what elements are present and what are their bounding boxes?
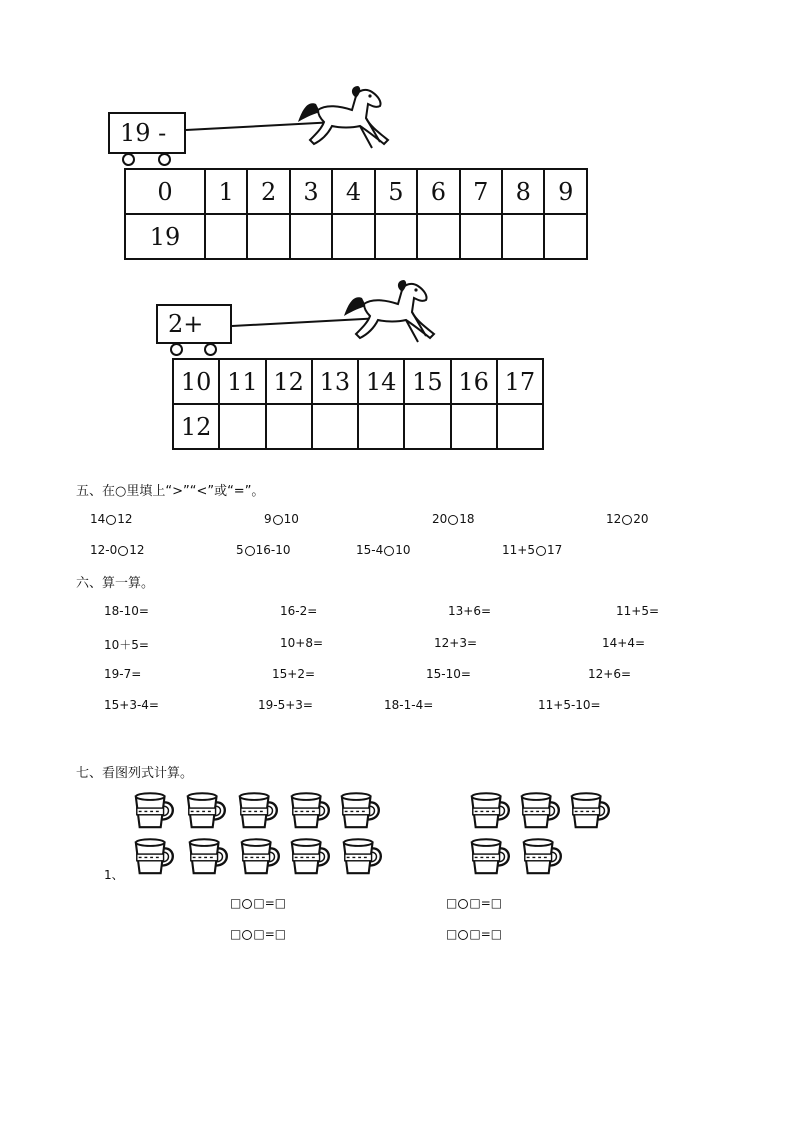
train2-answer-row <box>173 404 543 449</box>
train1-answer-cell[interactable] <box>375 214 417 259</box>
equation[interactable]: 15-10= <box>426 667 471 681</box>
train2-number-cell: 15 <box>404 359 450 404</box>
compare-circle[interactable] <box>273 515 283 525</box>
train1-number-cell: 3 <box>290 169 332 214</box>
equation[interactable]: 19-7= <box>104 667 142 681</box>
train2-number-cell: 17 <box>497 359 543 404</box>
train1-answer-cell[interactable] <box>417 214 459 259</box>
equation[interactable]: 15+2= <box>272 667 316 681</box>
train1-answer-cell[interactable] <box>205 214 247 259</box>
compare-circle[interactable] <box>536 546 546 556</box>
compare-item: 20 18 <box>432 512 475 526</box>
train2-cart <box>156 304 232 344</box>
train1-answer-cell[interactable] <box>247 214 289 259</box>
cup-icon <box>288 836 332 876</box>
equation[interactable]: 18-1-4= <box>384 698 434 712</box>
train1-answer-cell[interactable] <box>544 214 587 259</box>
equation[interactable]: 12+6= <box>588 667 632 681</box>
cup-icon <box>518 790 562 830</box>
cup-icon <box>288 790 332 830</box>
train2-answer-cell[interactable] <box>219 404 265 449</box>
cup-icon <box>236 790 280 830</box>
train1-wheel-right <box>158 153 171 166</box>
train2-number-cell: 12 <box>266 359 312 404</box>
equation-blank[interactable]: □ □=□ <box>446 896 503 910</box>
compare-item: 12 20 <box>606 512 649 526</box>
equation[interactable]: 12+3= <box>434 636 478 650</box>
train1-answer-cell[interactable] <box>290 214 332 259</box>
operator-circle[interactable] <box>458 930 468 940</box>
compare-circle[interactable] <box>106 515 116 525</box>
cup-icon <box>132 790 176 830</box>
train1-wheel-left <box>122 153 135 166</box>
equation-blank[interactable]: □ □=□ <box>230 896 287 910</box>
train1-answer-cell[interactable] <box>332 214 374 259</box>
train2-cart-label: 2+ <box>168 310 204 338</box>
cup-icon <box>238 836 282 876</box>
train1-number-cell: 4 <box>332 169 374 214</box>
train1-cart-label: 19 - <box>120 119 167 147</box>
train1-answer-row <box>125 214 587 259</box>
compare-item: 12-0 12 <box>90 543 145 557</box>
equation[interactable]: 10+8= <box>280 636 324 650</box>
train1-answer-cell[interactable] <box>502 214 544 259</box>
train2-answer-cell[interactable] <box>404 404 450 449</box>
section7-title: 七、看图列式计算。 <box>76 766 194 781</box>
cup-icon <box>338 790 382 830</box>
train2-number-cell: 14 <box>358 359 404 404</box>
train2-number-row <box>173 359 543 404</box>
cup-icon <box>132 836 176 876</box>
cup-icon <box>468 836 512 876</box>
train2-answer-cell[interactable]: 12 <box>173 404 219 449</box>
cup-icon <box>340 836 384 876</box>
equation[interactable]: 11+5-10= <box>538 698 601 712</box>
train1-number-cell: 0 <box>125 169 205 214</box>
equation[interactable]: 16-2= <box>280 604 318 618</box>
train1-number-cell: 7 <box>460 169 502 214</box>
cup-icon <box>520 836 564 876</box>
equation[interactable]: 18-10= <box>104 604 149 618</box>
operator-circle[interactable] <box>242 899 252 909</box>
train2-number-cell: 11 <box>219 359 265 404</box>
section5-title: 五、在○里填上“>”“<”或“=”。 <box>76 484 265 499</box>
equation[interactable]: 14+4= <box>602 636 646 650</box>
train2-number-cell: 13 <box>312 359 358 404</box>
compare-circle[interactable] <box>118 546 128 556</box>
cup-icon <box>468 790 512 830</box>
equation[interactable]: 19-5+3= <box>258 698 313 712</box>
train2-wheel-right <box>204 343 217 356</box>
train1-answer-cell[interactable]: 19 <box>125 214 205 259</box>
train2-answer-cell[interactable] <box>266 404 312 449</box>
train2-answer-cell[interactable] <box>497 404 543 449</box>
section6-title: 六、算一算。 <box>76 576 155 591</box>
train2-number-cell: 16 <box>451 359 497 404</box>
equation[interactable]: 13+6= <box>448 604 492 618</box>
train1-number-cell: 9 <box>544 169 587 214</box>
train1-number-cell: 8 <box>502 169 544 214</box>
item-label: 1、 <box>104 868 124 882</box>
train1-number-cell: 5 <box>375 169 417 214</box>
compare-circle[interactable] <box>245 546 255 556</box>
compare-circle[interactable] <box>448 515 458 525</box>
compare-item: 9 10 <box>264 512 299 526</box>
train1-table <box>124 168 588 260</box>
compare-item: 5 16-10 <box>236 543 291 557</box>
train1-cart <box>108 112 186 154</box>
train2-wheel-left <box>170 343 183 356</box>
horse-icon <box>186 84 396 164</box>
compare-circle[interactable] <box>384 546 394 556</box>
train1-number-cell: 1 <box>205 169 247 214</box>
train2-answer-cell[interactable] <box>312 404 358 449</box>
compare-item: 11+5 17 <box>502 543 563 557</box>
train2-number-cell: 10 <box>173 359 219 404</box>
train1-answer-cell[interactable] <box>460 214 502 259</box>
train2-answer-cell[interactable] <box>451 404 497 449</box>
operator-circle[interactable] <box>458 899 468 909</box>
train1-number-cell: 6 <box>417 169 459 214</box>
horse-icon <box>232 278 442 358</box>
train2-answer-cell[interactable] <box>358 404 404 449</box>
equation[interactable]: 10＋5= <box>104 638 149 652</box>
compare-item: 15-4 10 <box>356 543 411 557</box>
equation[interactable]: 11+5= <box>616 604 660 618</box>
equation[interactable]: 15+3-4= <box>104 698 159 712</box>
operator-circle[interactable] <box>242 930 252 940</box>
equation-blank[interactable]: □ □=□ <box>230 927 287 941</box>
cup-icon <box>184 790 228 830</box>
equation-blank[interactable]: □ □=□ <box>446 927 503 941</box>
cup-icon <box>568 790 612 830</box>
train1-number-row <box>125 169 587 214</box>
cup-icon <box>186 836 230 876</box>
train2-table <box>172 358 544 450</box>
train1-number-cell: 2 <box>247 169 289 214</box>
compare-circle[interactable] <box>622 515 632 525</box>
compare-item: 14 12 <box>90 512 133 526</box>
